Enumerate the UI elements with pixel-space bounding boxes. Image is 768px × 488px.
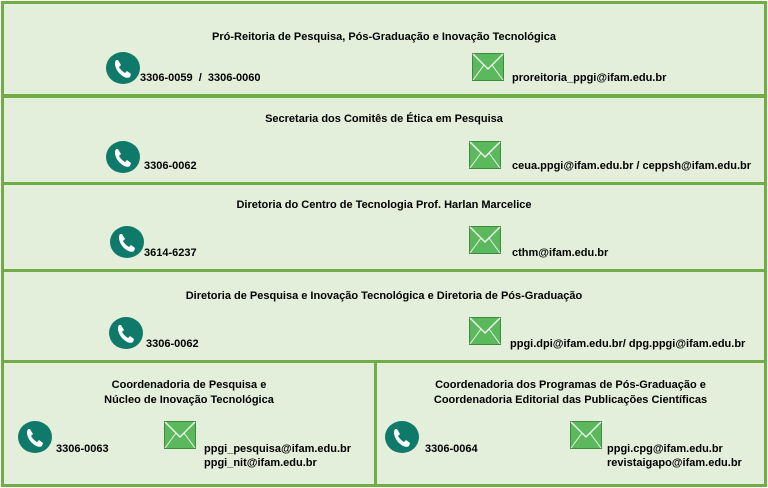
phone-number: 3306-0064 — [425, 443, 478, 455]
email-address[interactable]: cthm@ifam.edu.br — [512, 247, 609, 259]
phone-number: 3306-0063 — [56, 443, 109, 455]
phone-number: 3306-0062 — [144, 160, 197, 172]
email-address[interactable]: ppgi.dpi@ifam.edu.br/ dpg.ppgi@ifam.edu.br — [510, 338, 746, 350]
mail-icon — [164, 421, 196, 449]
phone-icon — [109, 316, 143, 350]
section-title: Pró-Reitoria de Pesquisa, Pós-Graduação e Inovação Tecnológica — [212, 31, 556, 43]
section-title-line1: Coordenadoria de Pesquisa e — [111, 379, 267, 391]
phone-number: 3614-6237 — [144, 247, 197, 259]
email-address[interactable]: revistaigapo@ifam.edu.br — [607, 457, 742, 469]
email-address[interactable]: ppgi_pesquisa@ifam.edu.br — [204, 443, 352, 455]
phone-icon — [110, 225, 144, 259]
section-title-line2: Núcleo de Inovação Tecnológica — [104, 394, 274, 406]
email-address[interactable]: ceua.ppgi@ifam.edu.br / ceppsh@ifam.edu.br — [512, 160, 752, 172]
phone-icon — [18, 420, 52, 454]
phone-number: 3306-0059 / 3306-0060 — [140, 72, 261, 84]
email-address[interactable]: proreitoria_ppgi@ifam.edu.br — [512, 72, 667, 84]
section-coordenadoria-pesquisa — [1, 360, 377, 487]
email-address[interactable]: ppgi.cpg@ifam.edu.br — [607, 443, 723, 455]
section-centro-tecnologia — [1, 182, 767, 272]
mail-icon — [472, 53, 504, 81]
phone-icon — [385, 420, 419, 454]
phone-icon — [106, 51, 140, 85]
section-comites-etica — [1, 95, 767, 185]
mail-icon — [469, 226, 501, 254]
section-title: Diretoria do Centro de Tecnologia Prof. Harlan Marcelice — [236, 199, 532, 211]
section-title-line1: Coordenadoria dos Programas de Pós-Graduação e — [435, 379, 706, 391]
section-coordenadoria-pos-graduacao — [374, 360, 767, 487]
section-title-line2: Coordenadoria Editorial das Publicações Científicas — [433, 394, 708, 406]
section-pro-reitoria — [1, 1, 767, 97]
phone-number: 3306-0062 — [146, 338, 199, 350]
mail-icon — [570, 421, 602, 449]
phone-icon — [106, 140, 140, 174]
section-diretoria-pesquisa — [1, 269, 767, 363]
email-address[interactable]: ppgi_nit@ifam.edu.br — [204, 457, 317, 469]
section-title: Secretaria dos Comitês de Ética em Pesquisa — [265, 113, 503, 125]
section-title: Diretoria de Pesquisa e Inovação Tecnológica e Diretoria de Pós-Graduação — [185, 290, 583, 302]
mail-icon — [469, 317, 501, 345]
mail-icon — [469, 141, 501, 169]
